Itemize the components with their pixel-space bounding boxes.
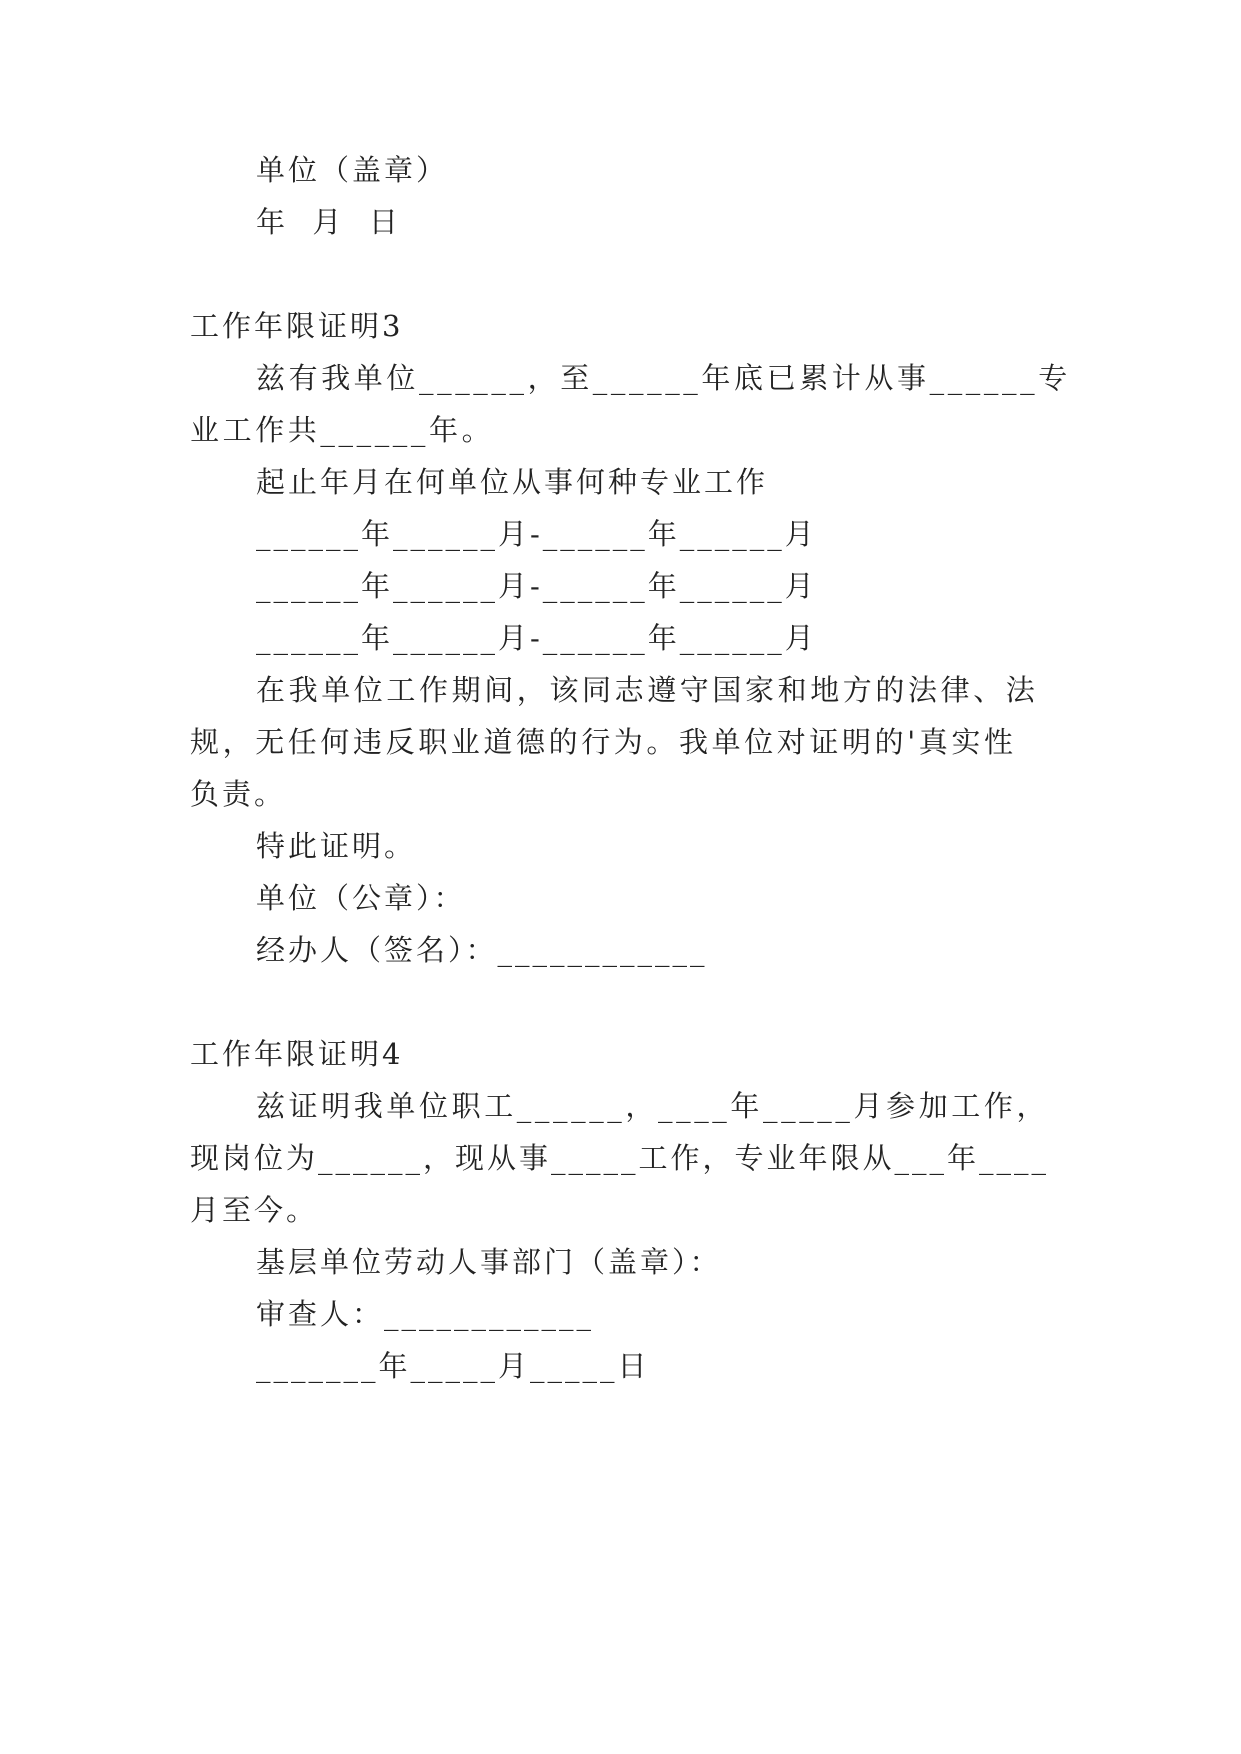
- date-range-line: ______年______月-______年______月: [256, 517, 817, 551]
- paragraph-line: 在我单位工作期间，该同志遵守国家和地方的法律、法: [256, 673, 1039, 707]
- section-title-3: 工作年限证明3: [190, 309, 404, 343]
- date-line: _______年_____月_____日: [256, 1349, 650, 1383]
- signature-line: 经办人（签名）：____________: [256, 933, 708, 967]
- paragraph-line: 特此证明。: [256, 829, 417, 863]
- date-line: 年 月 日: [256, 205, 401, 239]
- paragraph-line: 兹有我单位______，至______年底已累计从事______专: [256, 361, 1071, 395]
- paragraph-line: 规，无任何违反职业道德的行为。我单位对证明的'真实性: [190, 725, 1017, 759]
- seal-line: 基层单位劳动人事部门（盖章）：: [256, 1245, 722, 1279]
- date-range-line: ______年______月-______年______月: [256, 621, 817, 655]
- paragraph-line: 业工作共______年。: [190, 413, 495, 447]
- seal-line: 单位（公章）：: [256, 881, 466, 915]
- paragraph-line: 起止年月在何单位从事何种专业工作: [256, 465, 769, 499]
- paragraph-line: 负责。: [190, 777, 287, 811]
- paragraph-line: 兹证明我单位职工______，____年_____月参加工作，: [256, 1089, 1050, 1123]
- paragraph-line: 现岗位为______，现从事_____工作，专业年限从___年____: [190, 1141, 1050, 1175]
- section-title-4: 工作年限证明4: [190, 1037, 404, 1071]
- seal-line: 单位（盖章）: [256, 153, 449, 187]
- paragraph-line: 月至今。: [190, 1193, 319, 1227]
- reviewer-line: 审查人：____________: [256, 1297, 595, 1331]
- date-range-line: ______年______月-______年______月: [256, 569, 817, 603]
